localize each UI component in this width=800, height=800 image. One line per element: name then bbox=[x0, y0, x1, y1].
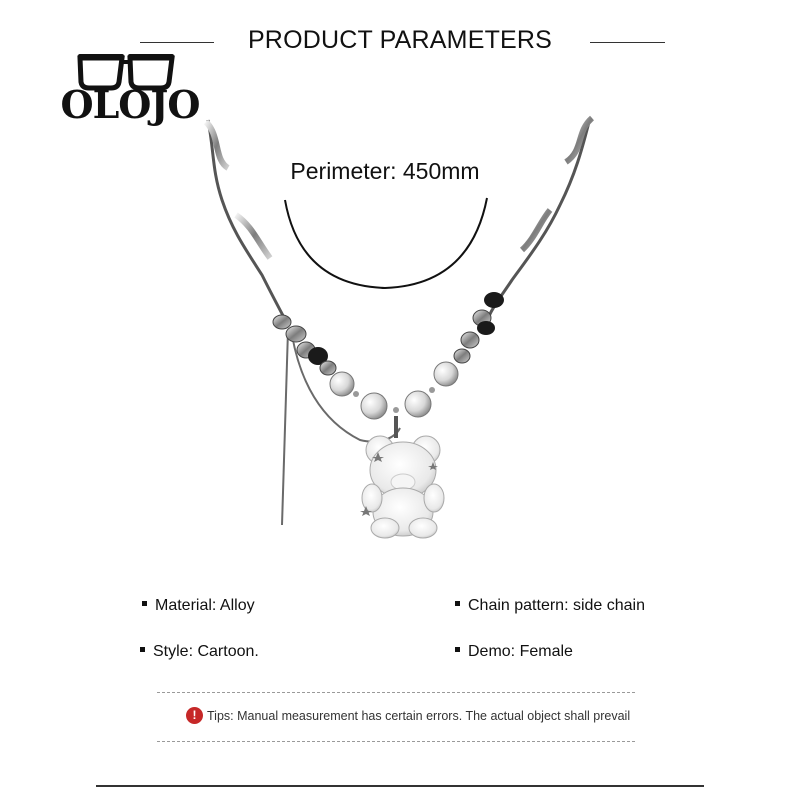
right-beads bbox=[454, 292, 504, 363]
left-beads bbox=[273, 315, 336, 375]
spec-chain-pattern bbox=[455, 597, 645, 615]
right-chain bbox=[488, 118, 592, 318]
bottom-rule bbox=[96, 785, 704, 787]
spec-style bbox=[140, 643, 259, 661]
spec-chain-pattern-label: Chain pattern: side chain bbox=[468, 597, 645, 614]
perimeter-label: Perimeter: 450mm bbox=[290, 158, 480, 184]
tips-divider-top bbox=[157, 692, 635, 693]
bullet-icon bbox=[455, 601, 460, 606]
warning-icon: ! bbox=[186, 707, 203, 724]
perimeter-arc bbox=[285, 198, 487, 288]
spec-demo-label: Demo: Female bbox=[468, 643, 573, 660]
spec-demo bbox=[455, 643, 573, 661]
tips-text: Tips: Manual measurement has certain errors. The actual object shall prevail bbox=[207, 708, 631, 723]
page-title: PRODUCT PARAMETERS bbox=[247, 26, 553, 54]
spec-style-label: Style: Cartoon. bbox=[153, 643, 259, 660]
left-chain bbox=[206, 120, 288, 325]
bullet-icon bbox=[140, 647, 145, 652]
bullet-icon bbox=[455, 647, 460, 652]
header-rule-right bbox=[590, 42, 665, 43]
tips-divider-bottom bbox=[157, 741, 635, 742]
spec-material-label: Material: Alloy bbox=[155, 597, 255, 614]
tips-note bbox=[186, 708, 630, 725]
spec-material bbox=[142, 597, 255, 615]
bear-pendant-icon bbox=[360, 436, 444, 538]
bullet-icon bbox=[142, 601, 147, 606]
logo-wordmark: OLOJO bbox=[60, 82, 200, 127]
